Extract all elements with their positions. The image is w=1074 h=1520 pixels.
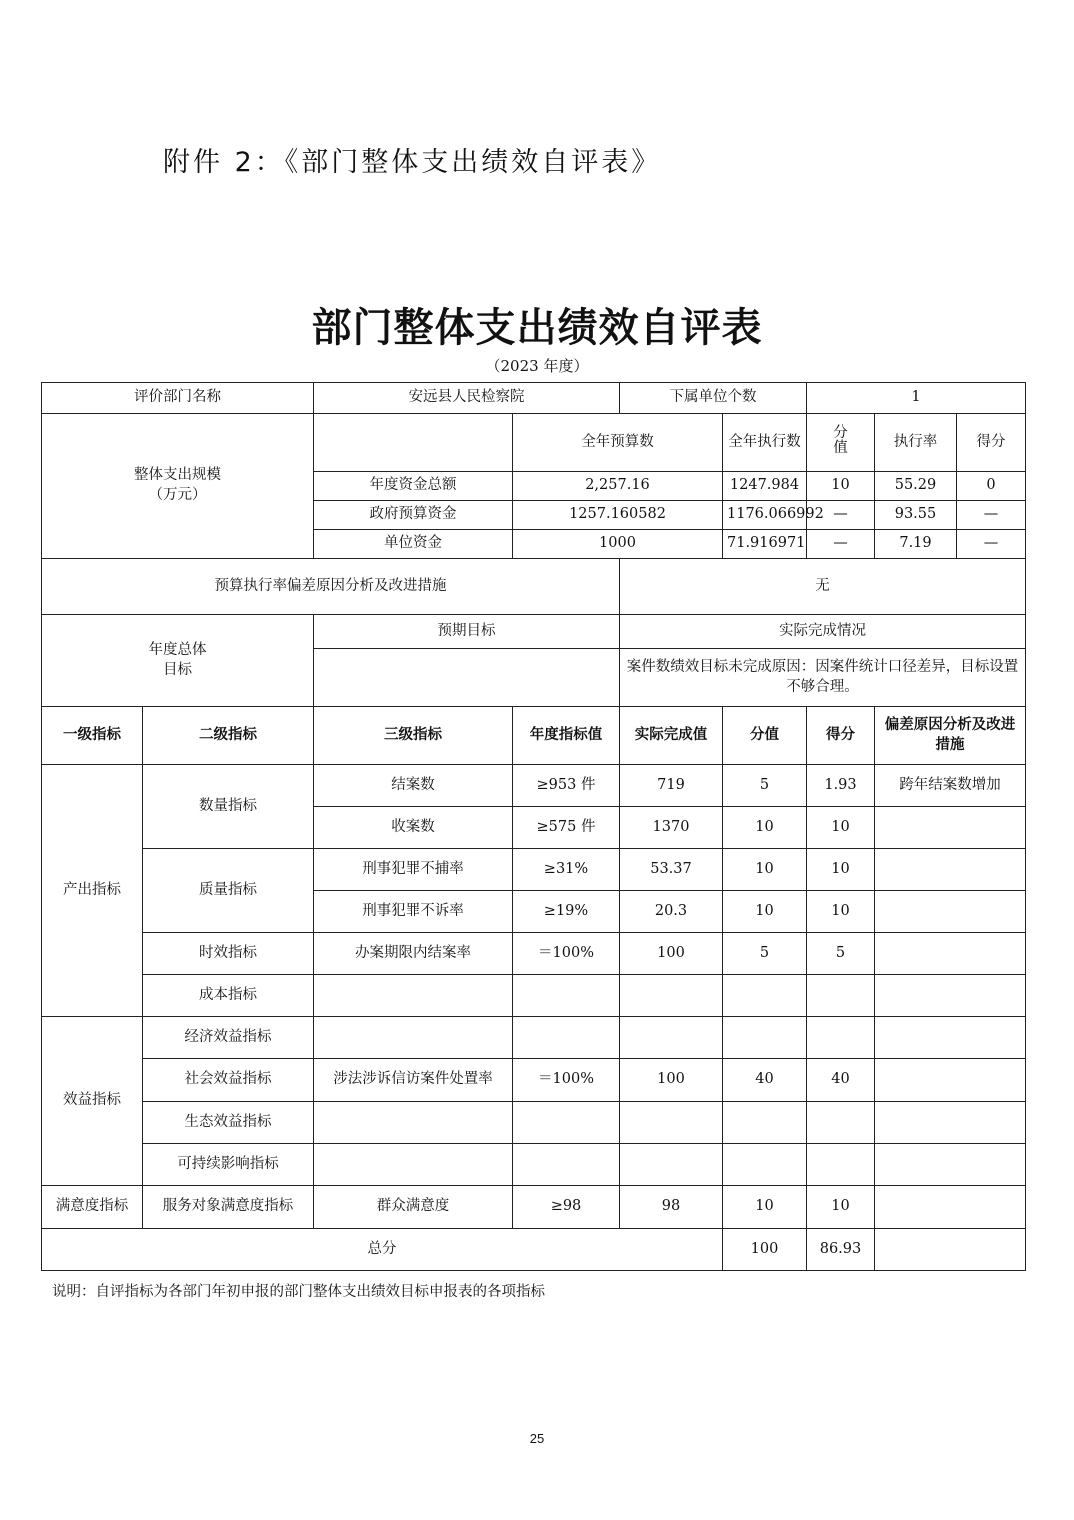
- col-score-value-header: [807, 414, 875, 472]
- indicator-analysis: [875, 891, 1026, 933]
- dept-name-value: 安远县人民检察院: [314, 383, 620, 414]
- indicator-target: [513, 1144, 620, 1186]
- year-label: （2023 年度）: [485, 357, 589, 375]
- economic-indicator-label: 经济效益指标: [143, 1017, 314, 1059]
- indicator-analysis: [875, 933, 1026, 975]
- total-score: 86.93: [807, 1229, 875, 1271]
- exp-row-exec: 1247.984: [723, 472, 807, 501]
- indicator-score: 10: [807, 807, 875, 849]
- col-rate-header: 执行率: [875, 414, 957, 472]
- exp-row-score-value: —: [807, 501, 875, 530]
- satisfaction-indicator-label: 满意度指标: [42, 1186, 143, 1229]
- indicator-score: 10: [807, 849, 875, 891]
- indicator-name: 刑事犯罪不诉率: [314, 891, 513, 933]
- indicator-score-value: 5: [723, 765, 807, 807]
- indicator-score-value: 10: [723, 891, 807, 933]
- exp-row-name: 年度资金总额: [314, 472, 513, 501]
- indicator-analysis: 跨年结案数增加: [875, 765, 1026, 807]
- level3-header: 三级指标: [314, 707, 513, 765]
- exp-row-rate: 93.55: [875, 501, 957, 530]
- analysis-header: 偏差原因分析及改进措施: [875, 707, 1026, 765]
- indicator-analysis: [875, 975, 1026, 1017]
- indicator-score: 1.93: [807, 765, 875, 807]
- annual-goal-line1: 年度总体: [148, 641, 207, 658]
- actual-completion-value: 案件数绩效目标未完成原因：因案件统计口径差异，目标设置不够合理。: [620, 649, 1026, 707]
- indicator-name: 办案期限内结案率: [314, 933, 513, 975]
- expenditure-blank-header: [314, 414, 513, 472]
- indicator-target: [513, 1017, 620, 1059]
- indicator-analysis: [875, 807, 1026, 849]
- indicator-row: [42, 1102, 1026, 1144]
- indicator-name: 群众满意度: [314, 1186, 513, 1229]
- indicator-score-value: 5: [723, 933, 807, 975]
- indicator-actual: [620, 1017, 723, 1059]
- indicator-score: [807, 1017, 875, 1059]
- ecological-indicator-label: 生态效益指标: [143, 1102, 314, 1144]
- score-value-header: 分值: [723, 707, 807, 765]
- indicator-actual: [620, 1102, 723, 1144]
- indicator-actual: 1370: [620, 807, 723, 849]
- indicator-score-value: [723, 1144, 807, 1186]
- indicator-name: 涉法涉诉信访案件处置率: [314, 1059, 513, 1102]
- indicator-actual: 100: [620, 933, 723, 975]
- indicator-actual: 98: [620, 1186, 723, 1229]
- indicator-score-value: 40: [723, 1059, 807, 1102]
- indicator-target: [513, 975, 620, 1017]
- col-score-value-text: 分值: [833, 425, 848, 457]
- exp-row-exec: 1176.066992: [723, 501, 807, 530]
- indicator-score: [807, 1144, 875, 1186]
- indicator-score: 10: [807, 1186, 875, 1229]
- page-number: 25: [529, 1431, 545, 1446]
- level1-header: 一级指标: [42, 707, 143, 765]
- indicator-analysis: [875, 1102, 1026, 1144]
- indicator-score-value: [723, 1102, 807, 1144]
- exp-row-rate: 55.29: [875, 472, 957, 501]
- indicator-target: [513, 1102, 620, 1144]
- expenditure-label-line1: 整体支出规模: [134, 467, 221, 484]
- indicator-analysis: [875, 1017, 1026, 1059]
- exp-row-budget: 1000: [513, 530, 723, 559]
- sustainable-indicator-label: 可持续影响指标: [143, 1144, 314, 1186]
- self-evaluation-table: [41, 382, 1026, 1271]
- indicator-target: ≥575 件: [513, 807, 620, 849]
- indicator-name: 刑事犯罪不捕率: [314, 849, 513, 891]
- indicator-row: [42, 1144, 1026, 1186]
- sub-units-label: 下属单位个数: [620, 383, 807, 414]
- indicator-score: 10: [807, 891, 875, 933]
- timeliness-indicator-label: 时效指标: [143, 933, 314, 975]
- deviation-label: 预算执行率偏差原因分析及改进措施: [42, 559, 620, 615]
- expenditure-label: [42, 414, 314, 559]
- indicator-actual: 53.37: [620, 849, 723, 891]
- level2-header: 二级指标: [143, 707, 314, 765]
- indicator-score-value: [723, 975, 807, 1017]
- exp-row-score: —: [957, 530, 1026, 559]
- indicator-actual: 100: [620, 1059, 723, 1102]
- score-header: 得分: [807, 707, 875, 765]
- exp-row-name: 单位资金: [314, 530, 513, 559]
- indicator-analysis: [875, 1059, 1026, 1102]
- exp-row-exec: 71.916971: [723, 530, 807, 559]
- indicator-analysis: [875, 1186, 1026, 1229]
- indicator-row: [42, 1059, 1026, 1102]
- indicator-row: [42, 1186, 1026, 1229]
- indicator-actual: [620, 975, 723, 1017]
- indicator-score-value: 10: [723, 849, 807, 891]
- benefit-indicator-label: 效益指标: [42, 1017, 143, 1186]
- indicator-score: 5: [807, 933, 875, 975]
- actual-completion-header: 实际完成情况: [620, 615, 1026, 649]
- exp-row-rate: 7.19: [875, 530, 957, 559]
- footnote: 说明：自评指标为各部门年初申报的部门整体支出绩效目标申报表的各项指标: [52, 1284, 545, 1300]
- indicator-score-value: 10: [723, 807, 807, 849]
- exp-row-score: 0: [957, 472, 1026, 501]
- indicator-actual: 20.3: [620, 891, 723, 933]
- col-budget-header: 全年预算数: [513, 414, 723, 472]
- indicator-row: [42, 975, 1026, 1017]
- deviation-value: 无: [620, 559, 1026, 615]
- exp-row-budget: 1257.160582: [513, 501, 723, 530]
- exp-row-score-value: —: [807, 530, 875, 559]
- indicator-name: [314, 1144, 513, 1186]
- expected-goal-value: [314, 649, 620, 707]
- annual-goal-label: [42, 615, 314, 707]
- indicator-score-value: [723, 1017, 807, 1059]
- indicator-score: [807, 975, 875, 1017]
- cost-indicator-label: 成本指标: [143, 975, 314, 1017]
- indicator-actual: [620, 1144, 723, 1186]
- indicator-analysis: [875, 1144, 1026, 1186]
- satisfaction-sub-label: 服务对象满意度指标: [143, 1186, 314, 1229]
- expenditure-label-line2: （万元）: [148, 487, 207, 503]
- indicator-score: [807, 1102, 875, 1144]
- indicator-row: [42, 765, 1026, 807]
- quality-indicator-label: 质量指标: [143, 849, 314, 933]
- indicator-score-value: 10: [723, 1186, 807, 1229]
- indicator-name: 收案数: [314, 807, 513, 849]
- dept-name-label: 评价部门名称: [42, 383, 314, 414]
- indicator-row: [42, 1017, 1026, 1059]
- col-score-header: 得分: [957, 414, 1026, 472]
- annual-goal-line2: 目标: [163, 661, 192, 678]
- indicator-name: [314, 975, 513, 1017]
- col-exec-header: 全年执行数: [723, 414, 807, 472]
- indicator-target: ＝100%: [513, 933, 620, 975]
- indicator-row: [42, 849, 1026, 891]
- exp-row-score: —: [957, 501, 1026, 530]
- indicator-name: [314, 1017, 513, 1059]
- total-score-value: 100: [723, 1229, 807, 1271]
- social-indicator-label: 社会效益指标: [143, 1059, 314, 1102]
- indicator-name: [314, 1102, 513, 1144]
- quantity-indicator-label: 数量指标: [143, 765, 314, 849]
- sub-units-value: 1: [807, 383, 1026, 414]
- indicator-target: ＝100%: [513, 1059, 620, 1102]
- indicator-target: ≥19%: [513, 891, 620, 933]
- exp-row-name: 政府预算资金: [314, 501, 513, 530]
- indicator-actual: 719: [620, 765, 723, 807]
- exp-row-score-value: 10: [807, 472, 875, 501]
- actual-header: 实际完成值: [620, 707, 723, 765]
- indicator-analysis: [875, 849, 1026, 891]
- target-header: 年度指标值: [513, 707, 620, 765]
- indicator-score: 40: [807, 1059, 875, 1102]
- indicator-target: ≥31%: [513, 849, 620, 891]
- total-analysis: [875, 1229, 1026, 1271]
- exp-row-budget: 2,257.16: [513, 472, 723, 501]
- total-row: [42, 1229, 1026, 1271]
- attachment-title: 附件 2：《部门整体支出绩效自评表》: [163, 147, 662, 178]
- form-title: 部门整体支出绩效自评表: [311, 305, 763, 351]
- total-label: 总分: [42, 1229, 723, 1271]
- indicator-name: 结案数: [314, 765, 513, 807]
- output-indicator-label: 产出指标: [42, 765, 143, 1017]
- indicator-row: [42, 933, 1026, 975]
- indicator-target: ≥953 件: [513, 765, 620, 807]
- expected-goal-header: 预期目标: [314, 615, 620, 649]
- indicator-target: ≥98: [513, 1186, 620, 1229]
